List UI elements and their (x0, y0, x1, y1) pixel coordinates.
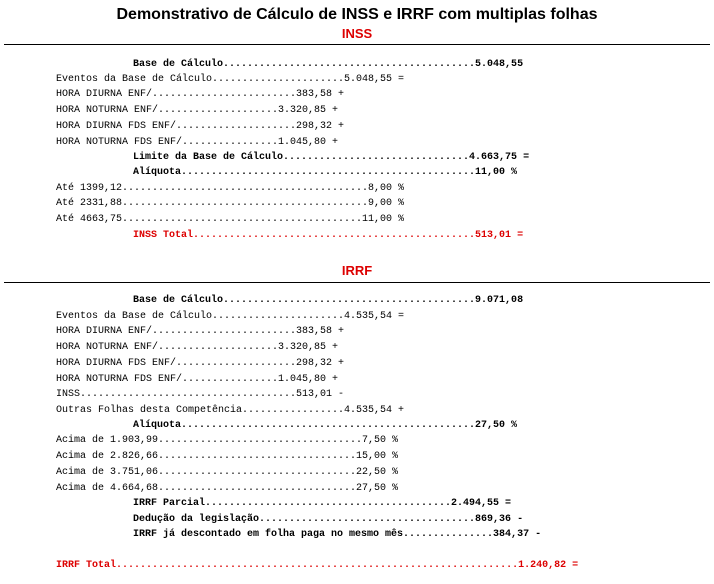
inss-evento-line: HORA NOTURNA FDS ENF/................1.045,80 + (56, 137, 339, 148)
inss-evento-line: HORA NOTURNA ENF/....................3.320,85 + (56, 105, 339, 116)
irrf-faixa-line: Acima de 2.826,66.................................15,00 % (56, 451, 399, 462)
inss-limite-base: Limite da Base de Cálculo...............................4.663,75 = (133, 152, 530, 163)
irrf-outras-folhas: Outras Folhas desta Competência.................4.535,54 + (56, 405, 405, 416)
irrf-faixa-line: Acima de 3.751,06.................................22,50 % (56, 467, 399, 478)
inss-evento-line: HORA DIURNA ENF/........................383,58 + (56, 89, 345, 100)
inss-eventos-base: Eventos da Base de Cálculo......................5.048,55 = (56, 74, 405, 85)
inss-divider (4, 44, 710, 45)
irrf-deducao: Dedução da legislação....................................869,36 - (133, 514, 524, 525)
irrf-faixa-line: Acima de 4.664,68.................................27,50 % (56, 483, 399, 494)
irrf-aliquota: Alíquota.................................................27,50 % (133, 420, 518, 431)
irrf-total: IRRF Total...................................................................1.240,82 = (56, 560, 579, 571)
irrf-evento-line: HORA NOTURNA ENF/....................3.320,85 + (56, 342, 339, 353)
inss-base-calculo: Base de Cálculo..........................................5.048,55 (133, 59, 524, 70)
inss-total: INSS Total...............................................513,01 = (133, 230, 524, 241)
inss-aliquota: Alíquota.................................................11,00 % (133, 167, 518, 178)
inss-faixa-line: Até 1399,12.........................................8,00 % (56, 183, 405, 194)
inss-evento-line: HORA DIURNA FDS ENF/....................298,32 + (56, 121, 345, 132)
irrf-faixa-line: Acima de 1.903,99..................................7,50 % (56, 435, 399, 446)
inss-faixa-line: Até 2331,88.........................................9,00 % (56, 198, 405, 209)
irrf-divider (4, 282, 710, 283)
irrf-base-calculo: Base de Cálculo..........................................9.071,08 (133, 295, 524, 306)
irrf-evento-line: HORA DIURNA ENF/........................383,58 + (56, 326, 345, 337)
irrf-eventos-base: Eventos da Base de Cálculo......................4.535,54 = (56, 311, 405, 322)
inss-heading: INSS (341, 26, 373, 41)
irrf-heading: IRRF (341, 263, 373, 278)
page-title: Demonstrativo de Cálculo de INSS e IRRF com multiplas folhas (116, 6, 598, 23)
inss-faixa-line: Até 4663,75........................................11,00 % (56, 214, 405, 225)
irrf-parcial: IRRF Parcial.........................................2.494,55 = (133, 498, 512, 509)
irrf-evento-line: HORA NOTURNA FDS ENF/................1.045,80 + (56, 374, 339, 385)
irrf-inss-line: INSS....................................513,01 - (56, 389, 345, 400)
irrf-evento-line: HORA DIURNA FDS ENF/....................298,32 + (56, 358, 345, 369)
irrf-ja-descontado: IRRF já descontado em folha paga no mesmo mês...............384,37 - (133, 529, 542, 540)
